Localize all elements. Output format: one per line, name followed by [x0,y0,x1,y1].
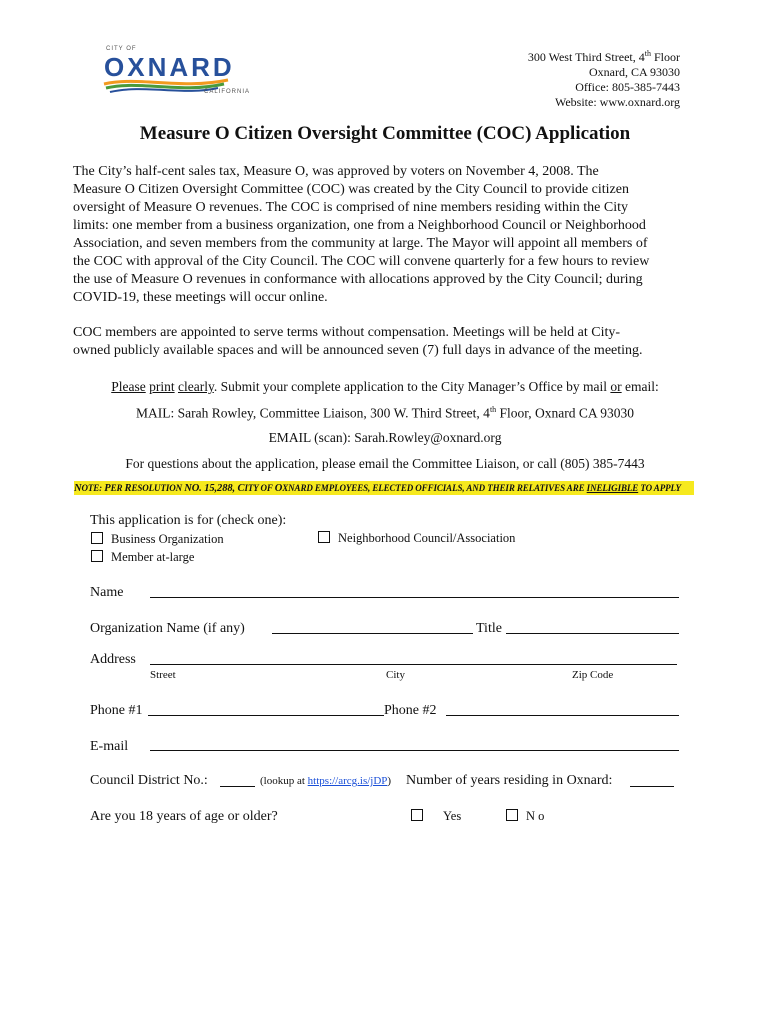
title-label: Title [476,621,502,636]
checkbox-member-at-large[interactable] [91,550,103,562]
years-label: Number of years residing in Oxnard: [406,773,613,788]
intro-line: oversight of Measure O revenues. The COC is comprised of nine members residing within the City [73,200,628,215]
option-yes[interactable]: Yes [411,809,461,824]
email-field[interactable] [150,750,679,751]
title-field[interactable] [506,633,679,634]
address-office: Office: 805-385-7443 [575,80,680,94]
address-field[interactable] [150,664,677,665]
zip-caption: Zip Code [572,669,614,681]
address-city: Oxnard, CA 93030 [589,65,680,79]
district-field[interactable] [220,786,255,787]
phone2-label: Phone #2 [384,703,437,718]
address-website: Website: www.oxnard.org [554,95,680,109]
city-caption: City [386,669,405,681]
intro-paragraph [73,163,698,307]
organization-field[interactable] [272,633,473,634]
name-field[interactable] [150,597,679,598]
option-neighborhood[interactable]: Neighborhood Council/Association [318,531,515,546]
option-business[interactable]: Business Organization [91,532,224,547]
district-lookup: (lookup at https://arcg.is/jDP) [260,775,392,787]
intro-line: Measure O Citizen Oversight Committee (COC) was created by the City Council to provide citizen [73,182,629,197]
ineligibility-note: NOTE: PER RESOLUTION NO. 15,288, CITY OF OXNARD EMPLOYEES, ELECTED OFFICIALS, AND THEIR RELATIVES ARE INELIGIBLE TO APPLY [74,481,694,495]
terms-line: COC members are appointed to serve terms without compensation. Meetings will be held at City- [73,325,621,340]
organization-label: Organization Name (if any) [90,621,245,636]
district-label: Council District No.: [90,773,208,788]
intro-line: limits: one member from a business organization, one from a Neighborhood Council or Neighborhood [73,218,646,233]
intro-line: the use of Measure O revenues in conformance with allocations approved by the City Council; during [73,272,643,287]
terms-paragraph [73,324,698,360]
phone1-label: Phone #1 [90,703,143,718]
checkbox-no[interactable] [506,809,518,821]
option-member-at-large[interactable]: Member at-large [91,550,194,565]
address-label: Address [90,652,136,667]
logo-city-of: CITY OF [106,46,137,52]
intro-line: The City’s half-cent sales tax, Measure O, was approved by voters on November 4, 2008. The [73,164,599,179]
oxnard-logo [100,46,250,102]
option-no[interactable]: N o [506,809,544,824]
logo-state: CALIFORNIA [204,89,251,95]
phone2-field[interactable] [446,715,679,716]
check-prompt: This application is for (check one): [90,513,287,528]
email-line: EMAIL (scan): Sarah.Rowley@oxnard.org [268,430,502,445]
address-street: 300 West Third Street, 4th Floor [527,49,680,64]
age-question: Are you 18 years of age or older? [90,809,278,824]
arcgis-link[interactable]: https://arcg.is/jDP [307,775,388,787]
address-block [528,46,680,110]
logo-wordmark: OXNARD [104,52,235,82]
submit-instructions: Please print clearly. Submit your complete application to the City Manager’s Office by mail or email: [111,379,659,394]
mail-line: MAIL: Sarah Rowley, Committee Liaison, 300 W. Third Street, 4th Floor, Oxnard CA 93030 [135,405,635,421]
intro-line: Association, and seven members from the community at large. The Mayor will appoint all members of [73,236,648,251]
email-label: E-mail [90,739,129,754]
intro-line: the COC with approval of the City Council. The COC will convene quarterly for a few hours to review [73,254,650,269]
intro-line: COVID-19, these meetings will occur online. [73,290,328,305]
street-caption: Street [150,669,176,681]
terms-line: owned publicly available spaces and will be announced seven (7) full days in advance of the meeting. [73,343,643,358]
phone1-field[interactable] [148,715,384,716]
questions-line: For questions about the application, please email the Committee Liaison, or call (805) 385-7443 [125,456,645,471]
checkbox-neighborhood[interactable] [318,531,330,543]
checkbox-yes[interactable] [411,809,423,821]
years-field[interactable] [630,786,674,787]
page-title: Measure O Citizen Oversight Committee (COC) Application [139,123,631,144]
checkbox-business[interactable] [91,532,103,544]
name-label: Name [90,585,124,600]
